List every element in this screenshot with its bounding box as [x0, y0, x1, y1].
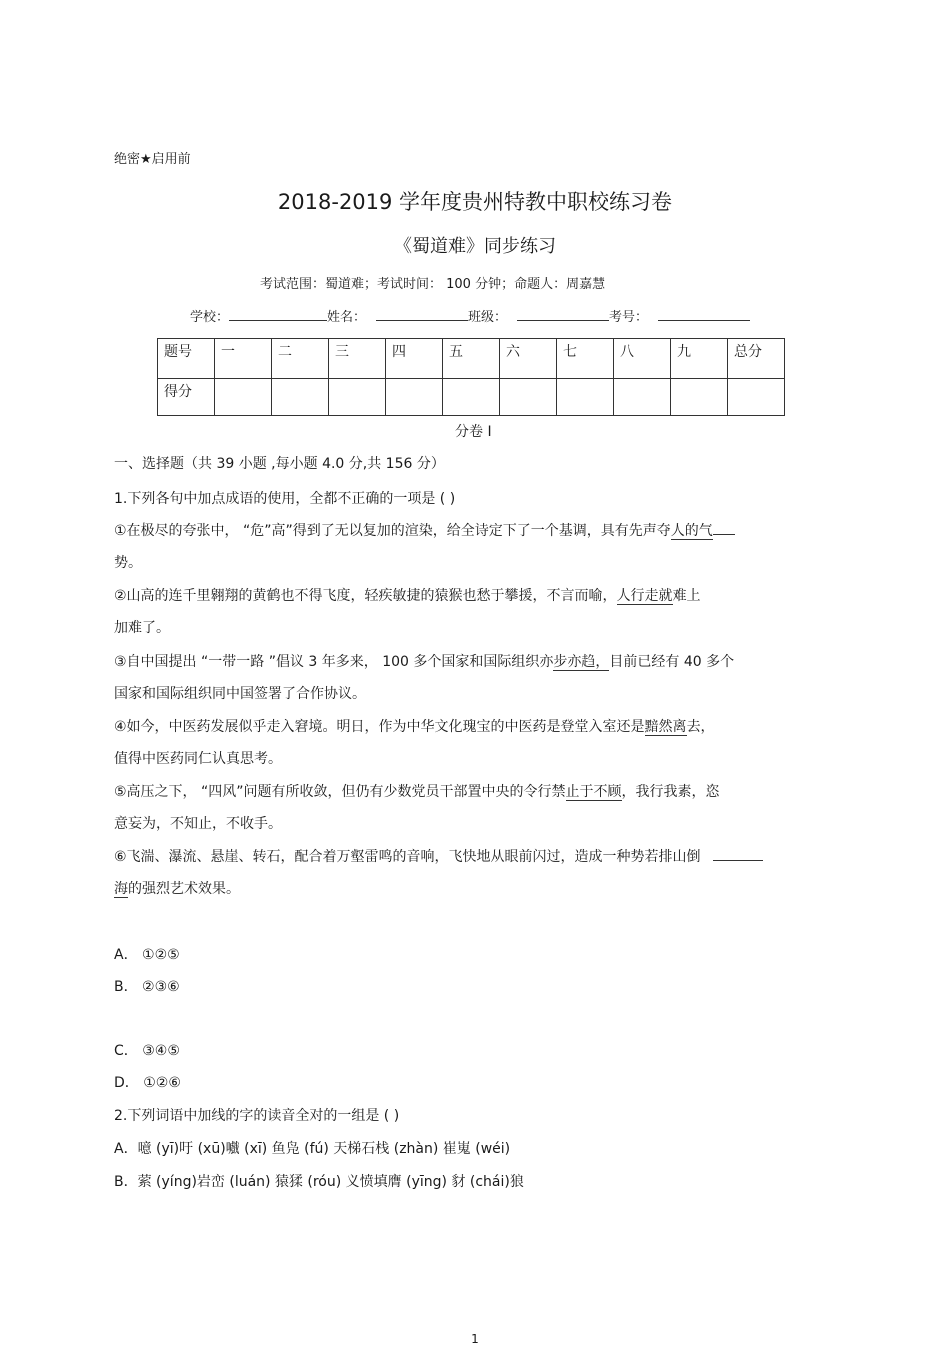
q1-idiom-6: 海: [114, 881, 128, 897]
score-cell[interactable]: [671, 379, 728, 416]
score-header-cell: 二: [272, 339, 329, 379]
q1-sentence-4-cont: 值得中医药同仁认真思考。: [114, 751, 282, 767]
classification-label: 绝密★启用前: [114, 152, 191, 167]
q1-sentence-4: ④如今，中医药发展似乎走入窘境。明日，作为中华文化瑰宝的中医药是登堂入室还是黯然离去，: [114, 719, 715, 735]
score-header-cell: 五: [443, 339, 500, 379]
score-header-cell: 九: [671, 339, 728, 379]
score-table-header-row: [158, 339, 785, 379]
class-field[interactable]: [517, 306, 609, 321]
score-header-cell: 七: [557, 339, 614, 379]
score-table: [157, 338, 785, 416]
school-field[interactable]: [229, 306, 327, 321]
score-cell[interactable]: [557, 379, 614, 416]
score-cell[interactable]: [443, 379, 500, 416]
q1-sentence-3: ③自中国提出 “一带一路 ”倡议 3 年多来， 100 多个国家和国际组织亦步亦趋，目前已经有 40 多个: [114, 654, 735, 670]
q1-sentence-5: ⑤高压之下， “四风”问题有所收敛，但仍有少数党员干部置中央的令行禁止于不顾，我行我素，恣: [114, 784, 720, 800]
q1-option-d[interactable]: D． ①②⑥: [114, 1075, 181, 1091]
score-row-label: 得分: [158, 379, 215, 416]
q1-idiom-3: 步亦趋，: [553, 654, 610, 670]
class-label: 班级：: [468, 310, 508, 325]
school-label: 学校：: [190, 310, 230, 325]
score-header-cell: 四: [386, 339, 443, 379]
student-fields: [190, 306, 750, 325]
q1-sentence-6-cont: 海的强烈艺术效果。: [114, 881, 240, 897]
q1-sentence-1: ①在极尽的夸张中， “危”高”得到了无以复加的渲染，给全诗定下了一个基调，具有先声夺人的气: [114, 520, 735, 540]
q1-sentence-2: ②山高的连千里翱翔的黄鹤也不得飞度，轻疾敏捷的猿猴也愁于攀援，不言而喻，人行走就难上: [114, 588, 701, 604]
score-cell[interactable]: [329, 379, 386, 416]
page-number: 1: [471, 1332, 479, 1346]
name-label: 姓名：: [327, 310, 367, 325]
score-table-score-row: [158, 379, 785, 416]
score-header-cell: 三: [329, 339, 386, 379]
name-field[interactable]: [376, 306, 468, 321]
q1-option-c[interactable]: C． ③④⑤: [114, 1043, 180, 1059]
q1-sentence-3-cont: 国家和国际组织同中国签署了合作协议。: [114, 686, 366, 702]
q1-stem: 1.下列各句中加点成语的使用，全都不正确的一项是 ( ): [114, 491, 456, 507]
score-header-cell: 总分: [728, 339, 785, 379]
section-heading: 一、选择题（共 39 小题 ,每小题 4.0 分,共 156 分）: [114, 456, 445, 472]
q1-idiom-2: 人行走就: [616, 588, 673, 604]
score-header-cell: 一: [215, 339, 272, 379]
volume-label: 分卷 Ⅰ: [455, 424, 492, 440]
score-cell[interactable]: [500, 379, 557, 416]
score-header-cell: 八: [614, 339, 671, 379]
q2-stem: 2.下列词语中加线的字的读音全对的一组是 ( ): [114, 1108, 400, 1124]
q1-option-a[interactable]: A． ①②⑤: [114, 947, 180, 963]
q1-idiom-4: 黯然离: [644, 719, 687, 735]
score-header-cell: 六: [500, 339, 557, 379]
score-cell[interactable]: [614, 379, 671, 416]
exam-info: 考试范围：蜀道难；考试时间： 100 分钟；命题人：周嘉慧: [260, 277, 606, 292]
score-header-cell: 题号: [158, 339, 215, 379]
q1-sentence-2-cont: 加难了。: [114, 620, 170, 636]
q2-option-a[interactable]: A．噫 (yī)吁 (xū)嚱 (xī) 鱼凫 (fú) 天梯石栈 (zhàn) 崔嵬 (wéi): [114, 1141, 511, 1157]
id-label: 考号：: [609, 310, 649, 325]
q1-sentence-6: ⑥飞湍、瀑流、悬崖、转石，配合着万壑雷鸣的音响，飞快地从眼前闪过，造成一种势若排山倒: [114, 846, 763, 866]
score-cell[interactable]: [386, 379, 443, 416]
q1-sentence-1-cont: 势。: [114, 555, 142, 571]
q1-option-b[interactable]: B． ②③⑥: [114, 979, 180, 995]
q1-sentence-5-cont: 意妄为，不知止，不收手。: [114, 816, 282, 832]
score-cell[interactable]: [728, 379, 785, 416]
score-cell[interactable]: [272, 379, 329, 416]
id-field[interactable]: [658, 306, 750, 321]
q2-option-b[interactable]: B．萦 (yíng)岩峦 (luán) 猿猱 (róu) 义愤填膺 (yīng) 豺 (chái)狼: [114, 1174, 524, 1190]
page-title: 2018-2019 学年度贵州特教中职校练习卷: [277, 190, 673, 214]
q1-idiom-5: 止于不顾: [565, 784, 622, 800]
score-cell[interactable]: [215, 379, 272, 416]
page-subtitle: 《蜀道难》同步练习: [394, 236, 556, 257]
q1-idiom-1: 人的气: [670, 523, 713, 539]
